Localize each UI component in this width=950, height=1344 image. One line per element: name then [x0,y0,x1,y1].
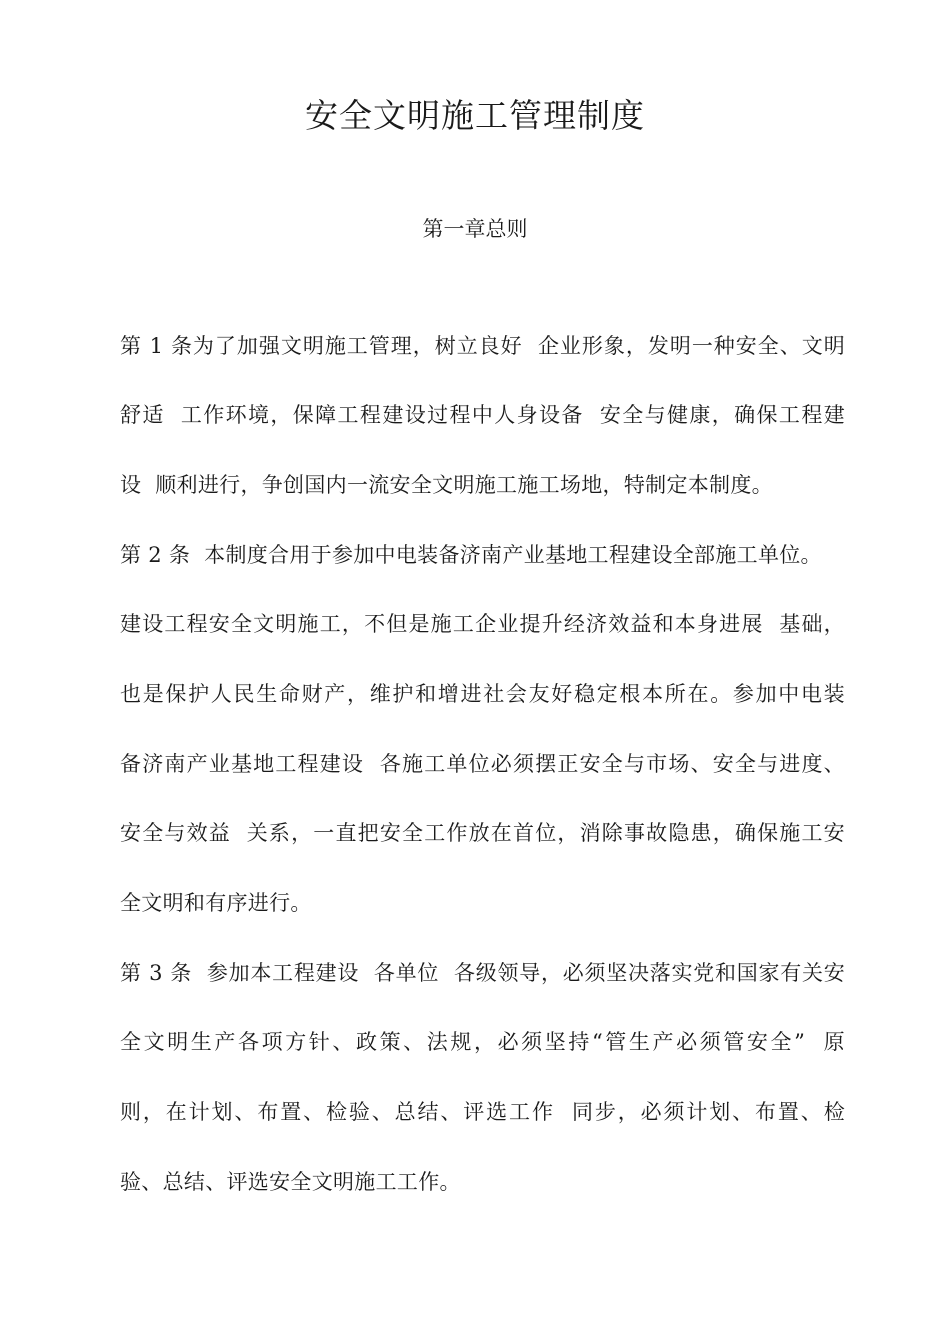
text-line: 设 顺利进行，争创国内一流安全文明施工施工场地，特制定本制度。 [120,473,773,497]
text-line: 第 1 条为了加强文明施工管理，树立良好 企业形象，发明一种安全、文明 [120,334,845,358]
text-line: 验、总结、评选安全文明施工工作。 [120,1170,461,1194]
text-line: 也是保护人民生命财产，维护和增进社会友好稳定根本所在。参加中电装 [120,682,845,706]
text-line: 舒适 工作环境，保障工程建设过程中人身设备 安全与健康，确保工程建 [120,403,845,427]
text-line: 第 2 条 本制度合用于参加中电装备济南产业基地工程建设全部施工单位。 [120,543,822,567]
text-line: 全文明和有序进行。 [120,891,312,915]
text-line: 全文明生产各项方针、政策、法规，必须坚持“管生产必须管安全” 原 [120,1030,845,1054]
text-line: 安全与效益 关系，一直把安全工作放在首位，消除事故隐患，确保施工安 [120,821,845,845]
chapter-heading: 第一章总则 [422,217,528,241]
text-line: 建设工程安全文明施工，不但是施工企业提升经济效益和本身进展 基础， [120,612,845,636]
text-line: 备济南产业基地工程建设 各施工单位必须摆正安全与市场、安全与进度、 [120,752,845,776]
document-title: 安全文明施工管理制度 [305,96,645,135]
text-line: 则，在计划、布置、检验、总结、评选工作 同步，必须计划、布置、检 [120,1100,845,1124]
text-line: 第 3 条 参加本工程建设 各单位 各级领导，必须坚决落实党和国家有关安 [120,961,845,985]
